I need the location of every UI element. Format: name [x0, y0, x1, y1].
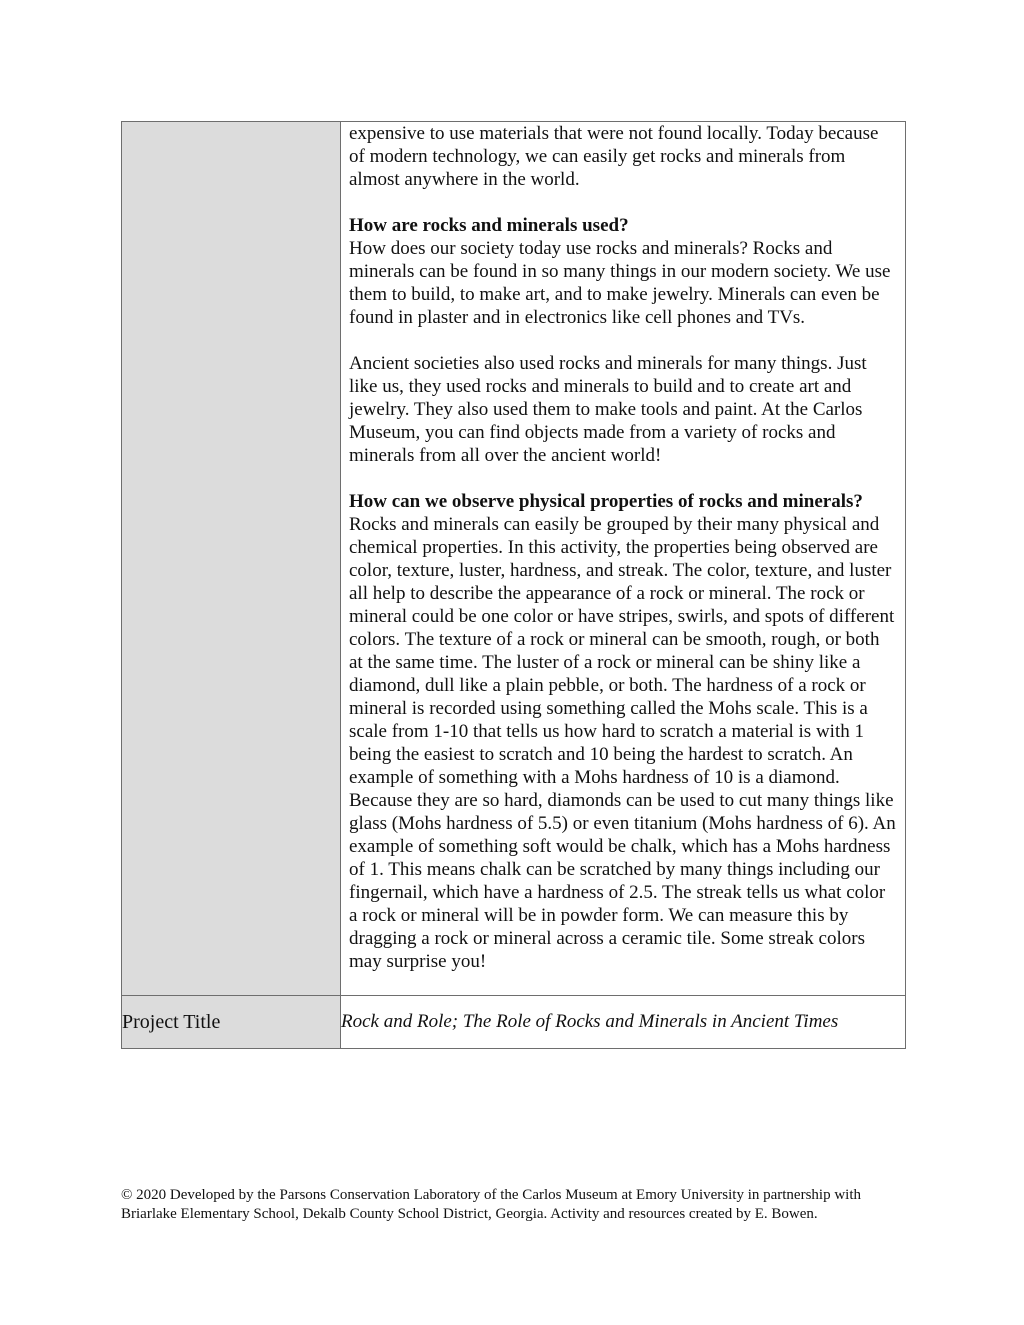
paragraph-gap — [349, 329, 897, 352]
background-content-cell — [341, 122, 906, 996]
rocks-used-paragraph: How does our society today use rocks and minerals? Rocks and minerals can be found in so many things in our modern society. We use them to build, to make art, and to make jewelry. Minerals can even be found in plaster and in electronics like cell phones and TVs. — [349, 238, 891, 328]
copyright-footer — [121, 1186, 881, 1224]
lesson-table — [121, 121, 906, 1049]
heading-rocks-used: How are rocks and minerals used? — [349, 215, 629, 236]
paragraph-gap — [349, 467, 897, 490]
project-title-row — [122, 996, 906, 1049]
footer-text: © 2020 Developed by the Parsons Conservation Laboratory of the Carlos Museum at Emory University in partnership with Briarlake Elementary School, Dekalb County School District, Georgia. Activity and resources created by E. Bowen. — [121, 1187, 862, 1222]
intro-paragraph: expensive to use materials that were not found locally. Today because of modern technology, we can easily get rocks and minerals from almost anywhere in the world. — [349, 123, 879, 190]
project-title-value: Rock and Role; The Role of Rocks and Minerals in Ancient Times — [341, 996, 906, 1049]
observe-properties-paragraph: Rocks and minerals can easily be grouped by their many physical and chemical properties. In this activity, the properties being observed are color, texture, luster, hardness, and streak. The color, texture, and luster all help to describe the appearance of a rock or mineral. The rock or mineral could be one color or have stripes, swirls, and spots of different colors. The texture of a rock or mineral can be smooth, rough, or both at the same time. The luster of a rock or mineral can be shiny like a diamond, dull like a plain pebble, or both. The hardness of a rock or mineral is recorded using something called the Mohs scale. This is a scale from 1-10 that tells us how hard to scratch a material is with 1 being the easiest to scratch and 10 being the hardest to scratch. An example of something with a Mohs hardness of 10 is a diamond. Because they are so hard, diamonds can be used to cut many things like glass (Mohs hardness of 5.5) or even titanium (Mohs hardness of 6). An example of something soft would be chalk, which has a Mohs hardness of 1. This means chalk can be scratched by many things including our fingernail, which have a hardness of 2.5. The streak tells us what color a rock or mineral will be in powder form. We can measure this by dragging a rock or mineral across a ceramic tile. Some streak colors may surprise you! — [349, 514, 896, 972]
ancient-societies-paragraph: Ancient societies also used rocks and minerals for many things. Just like us, they used rocks and minerals to build and to create art and jewelry. They also used them to make tools and paint. At the Carlos Museum, you can find objects made from a variety of rocks and minerals from all over the ancient world! — [349, 353, 867, 466]
background-label-cell — [122, 122, 341, 996]
project-title-label: Project Title — [122, 996, 341, 1049]
heading-observe-properties: How can we observe physical properties of rocks and minerals? — [349, 491, 863, 512]
paragraph-gap — [349, 191, 897, 214]
background-content — [341, 122, 905, 995]
background-row — [122, 122, 906, 996]
